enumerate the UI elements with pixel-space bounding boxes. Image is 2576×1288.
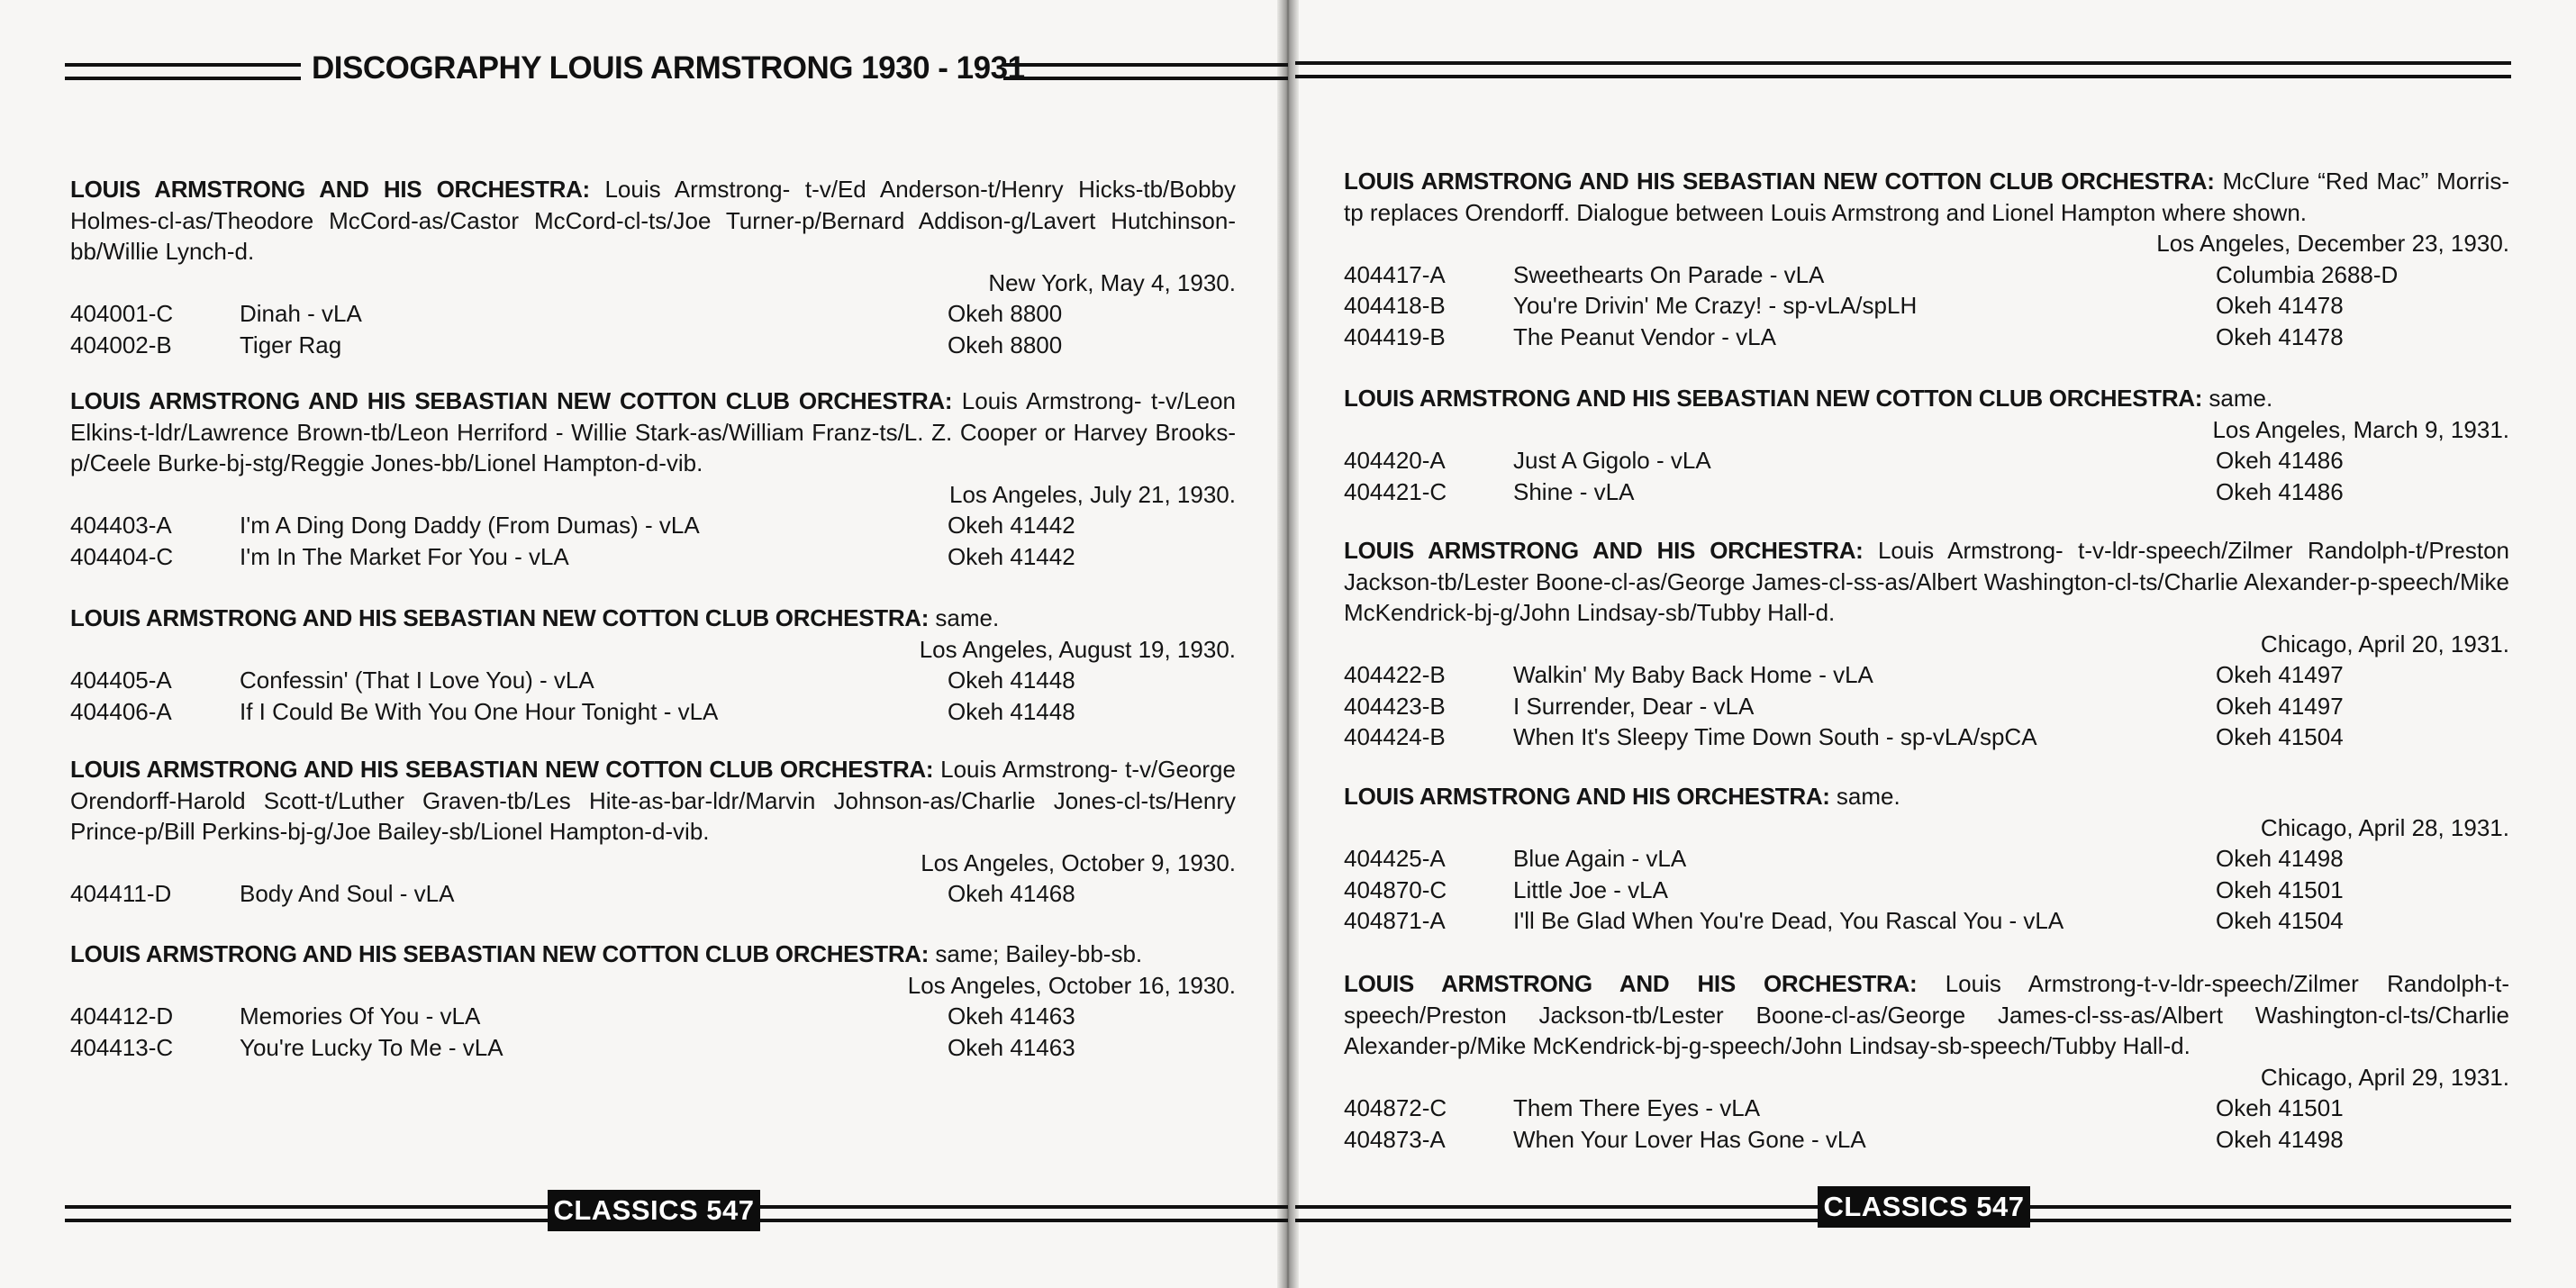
record-label: Okeh 41498 (2216, 1125, 2344, 1153)
track-row (1344, 476, 2509, 508)
matrix-number: 404417-A (1344, 260, 1446, 288)
session-block (1344, 781, 2509, 937)
record-label: Okeh 41501 (2216, 1094, 2344, 1121)
record-label: Okeh 41448 (948, 667, 1075, 694)
track-title: Shine - vLA (1513, 477, 1635, 505)
recording-place-date: New York, May 4, 1930. (988, 268, 1236, 296)
personnel-list: Louis Armstrong- t-v/Ed Anderson-t/Henry Hicks-tb/Bobby Holmes-cl-as/Theodore McCord-as/Castor McCord-cl-ts/Joe Turner-p/Bernard Addison-g/Lavert Hutchinson-bb/Willie Lynch-d. (70, 176, 1236, 265)
matrix-number: 404871-A (1344, 907, 1446, 934)
matrix-number: 404873-A (1344, 1125, 1446, 1153)
band-name: LOUIS ARMSTRONG AND HIS ORCHESTRA: (1344, 970, 1918, 997)
personnel-list: same. (929, 604, 1000, 631)
track-title: Sweethearts On Parade - vLA (1513, 260, 1825, 288)
classics-badge-left: CLASSICS 547 (548, 1190, 760, 1231)
record-label: Okeh 8800 (948, 331, 1063, 358)
matrix-number: 404405-A (70, 667, 172, 694)
recording-place-date: Chicago, April 28, 1931. (2260, 813, 2509, 841)
header-rule-left (65, 63, 301, 80)
matrix-number: 404404-C (70, 542, 174, 570)
track-title: You're Lucky To Me - vLA (240, 1033, 503, 1061)
recording-place-date: Los Angeles, July 21, 1930. (948, 480, 1236, 508)
session-personnel (70, 174, 1236, 268)
session-block (70, 385, 1236, 572)
record-label: Okeh 41448 (948, 697, 1075, 725)
session-block (1344, 968, 2509, 1155)
track-row (70, 510, 1236, 541)
matrix-number: 404413-C (70, 1033, 174, 1061)
matrix-number: 404423-B (1344, 692, 1446, 720)
record-label: Okeh 41463 (948, 1033, 1075, 1061)
track-title: Body And Soul - vLA (240, 880, 455, 907)
track-row (1344, 1093, 2509, 1124)
matrix-number: 404403-A (70, 512, 172, 539)
classics-badge-right: CLASSICS 547 (1818, 1186, 2030, 1228)
band-name: LOUIS ARMSTRONG AND HIS SEBASTIAN NEW COTTON CLUB ORCHESTRA: (70, 756, 934, 783)
track-row (70, 1032, 1236, 1064)
band-name: LOUIS ARMSTRONG AND HIS SEBASTIAN NEW COTTON CLUB ORCHESTRA: (1344, 385, 2203, 412)
personnel-list: same. (2202, 385, 2273, 412)
track-title: Them There Eyes - vLA (1513, 1094, 1761, 1121)
recording-place-date: Los Angeles, December 23, 1930. (2156, 230, 2509, 257)
matrix-number: 404421-C (1344, 477, 1447, 505)
record-label: Okeh 41504 (2216, 907, 2344, 934)
session-personnel (70, 754, 1236, 848)
session-personnel (70, 385, 1236, 479)
matrix-number: 404406-A (70, 697, 172, 725)
record-label: Okeh 41501 (2216, 875, 2344, 903)
header-rule-right (1295, 61, 2511, 78)
session-block (70, 174, 1236, 360)
band-name: LOUIS ARMSTRONG AND HIS SEBASTIAN NEW COTTON CLUB ORCHESTRA: (1344, 168, 2215, 195)
matrix-number: 404002-B (70, 331, 172, 358)
personnel-list: Louis Armstrong-t-v-ldr-speech/Zilmer Randolph-t-speech/Preston Jackson-tb/Lester Boone-cl-as/George James-cl-ss-as/Albert Washington-cl-ts/Charlie Alexander-p/Mike McKendrick-bj-g-speech/John Lindsay-sb-speech/Tubby Hall-d. (1344, 970, 2509, 1059)
track-title: I Surrender, Dear - vLA (1513, 692, 1755, 720)
record-label: Columbia 2688-D (2216, 260, 2399, 288)
record-label: Okeh 41478 (2216, 292, 2344, 319)
matrix-number: 404420-A (1344, 447, 1446, 474)
footer-rule-right-b (2030, 1205, 2511, 1222)
matrix-number: 404418-B (1344, 292, 1446, 319)
session-block (70, 939, 1236, 1063)
footer-rule-right-a (1295, 1205, 1818, 1222)
track-row (1344, 322, 2509, 353)
band-name: LOUIS ARMSTRONG AND HIS ORCHESTRA: (1344, 783, 1830, 810)
track-row (1344, 843, 2509, 875)
personnel-list: Louis Armstrong- t-v-ldr-speech/Zilmer Randolph-t/Preston Jackson-tb/Lester Boone-cl-as/George James-cl-ss-as/Albert Washington-cl-ts/Charlie Alexander-p-speech/Mike McKendrick-bj-g/John Lindsay-sb/Tubby Hall-d. (1344, 537, 2509, 626)
track-title: Blue Again - vLA (1513, 845, 1687, 872)
track-row (1344, 290, 2509, 322)
track-row (70, 696, 1236, 728)
track-title: I'll Be Glad When You're Dead, You Rascal You - vLA (1513, 907, 2064, 934)
recording-place-date: Los Angeles, August 19, 1930. (919, 635, 1236, 663)
track-row (70, 298, 1236, 330)
record-label: Okeh 41486 (2216, 477, 2344, 505)
matrix-number: 404424-B (1344, 723, 1446, 750)
track-row (1344, 691, 2509, 722)
session-block (1344, 166, 2509, 352)
matrix-number: 404001-C (70, 300, 174, 327)
session-personnel (1344, 166, 2509, 228)
matrix-number: 404412-D (70, 1002, 174, 1029)
track-row (1344, 721, 2509, 753)
record-label: Okeh 41468 (948, 880, 1075, 907)
track-row (70, 1001, 1236, 1032)
record-label: Okeh 41442 (948, 512, 1075, 539)
record-label: Okeh 41478 (2216, 322, 2344, 350)
matrix-number: 404872-C (1344, 1094, 1447, 1121)
session-block (70, 754, 1236, 910)
track-row (1344, 259, 2509, 291)
footer-rule-left-b (760, 1205, 1288, 1222)
track-title: When Your Lover Has Gone - vLA (1513, 1125, 1866, 1153)
track-title: Confessin' (That I Love You) - vLA (240, 667, 594, 694)
band-name: LOUIS ARMSTRONG AND HIS ORCHESTRA: (1344, 537, 1864, 564)
record-label: Okeh 41463 (948, 1002, 1075, 1029)
track-title: When It's Sleepy Time Down South - sp-vLA/spCA (1513, 723, 2037, 750)
session-block (1344, 535, 2509, 753)
personnel-list: Louis Armstrong- t-v/George Orendorff-Harold Scott-t/Luther Graven-tb/Les Hite-as-bar-ldr/Marvin Johnson-as/Charlie Jones-cl-ts/Henry Prince-p/Bill Perkins-bj-g/Joe Bailey-sb/Lionel Hampton-d-vib. (70, 756, 1236, 845)
band-name: LOUIS ARMSTRONG AND HIS SEBASTIAN NEW COTTON CLUB ORCHESTRA: (70, 387, 953, 414)
matrix-number: 404425-A (1344, 845, 1446, 872)
session-personnel (1344, 781, 2509, 812)
matrix-number: 404411-D (70, 880, 172, 907)
recording-place-date: Chicago, April 29, 1931. (2260, 1063, 2509, 1091)
track-row (1344, 659, 2509, 691)
track-title: Memories Of You - vLA (240, 1002, 481, 1029)
personnel-list: same. (1829, 783, 1900, 810)
recording-place-date: Chicago, April 20, 1931. (2260, 630, 2509, 658)
session-personnel (70, 939, 1236, 970)
matrix-number: 404422-B (1344, 661, 1446, 688)
track-row (1344, 875, 2509, 906)
session-personnel (1344, 535, 2509, 629)
track-title: Little Joe - vLA (1513, 875, 1668, 903)
footer-rule-left-a (65, 1205, 548, 1222)
record-label: Okeh 41504 (2216, 723, 2344, 750)
band-name: LOUIS ARMSTRONG AND HIS ORCHESTRA: (70, 176, 590, 203)
track-title: You're Drivin' Me Crazy! - sp-vLA/spLH (1513, 292, 1918, 319)
record-label: Okeh 41497 (2216, 692, 2344, 720)
record-label: Okeh 8800 (948, 300, 1063, 327)
personnel-list: same; Bailey-bb-sb. (929, 940, 1143, 967)
session-personnel (1344, 968, 2509, 1062)
record-label: Okeh 41486 (2216, 447, 2344, 474)
matrix-number: 404870-C (1344, 875, 1447, 903)
recording-place-date: Los Angeles, October 16, 1930. (907, 971, 1236, 999)
track-row (1344, 905, 2509, 937)
header-rule-middle (1003, 63, 1288, 80)
book-spine (1277, 0, 1299, 1288)
track-title: I'm A Ding Dong Daddy (From Dumas) - vLA (240, 512, 700, 539)
band-name: LOUIS ARMSTRONG AND HIS SEBASTIAN NEW COTTON CLUB ORCHESTRA: (70, 604, 930, 631)
track-row (70, 541, 1236, 573)
track-row (70, 665, 1236, 696)
track-title: Just A Gigolo - vLA (1513, 447, 1711, 474)
record-label: Okeh 41442 (948, 542, 1075, 570)
track-title: If I Could Be With You One Hour Tonight - vLA (240, 697, 719, 725)
track-title: I'm In The Market For You - vLA (240, 542, 569, 570)
session-personnel (1344, 383, 2509, 414)
track-row (1344, 1124, 2509, 1156)
recording-place-date: Los Angeles, March 9, 1931. (2212, 415, 2509, 443)
track-title: Tiger Rag (240, 331, 342, 358)
session-block (1344, 383, 2509, 507)
track-title: The Peanut Vendor - vLA (1513, 322, 1776, 350)
session-block (70, 603, 1236, 727)
band-name: LOUIS ARMSTRONG AND HIS SEBASTIAN NEW COTTON CLUB ORCHESTRA: (70, 940, 930, 967)
track-title: Dinah - vLA (240, 300, 362, 327)
track-row (70, 878, 1236, 910)
track-row (70, 330, 1236, 361)
matrix-number: 404419-B (1344, 322, 1446, 350)
personnel-list: McClure “Red Mac” Morris-tp replaces Orendorff. Dialogue between Louis Armstrong and Lionel Hampton where shown. (1344, 168, 2509, 226)
page-title: DISCOGRAPHY LOUIS ARMSTRONG 1930 - 1931 (312, 50, 1025, 86)
record-label: Okeh 41498 (2216, 845, 2344, 872)
track-row (1344, 445, 2509, 476)
track-title: Walkin' My Baby Back Home - vLA (1513, 661, 1873, 688)
session-personnel (70, 603, 1236, 634)
personnel-list: Louis Armstrong- t-v/Leon Elkins-t-ldr/Lawrence Brown-tb/Leon Herriford - Willie Stark-as/William Franz-ts/L. Z. Cooper or Harvey Brooks-p/Ceele Burke-bj-stg/Reggie Jones-bb/Lionel Hampton-d-vib. (70, 387, 1236, 476)
record-label: Okeh 41497 (2216, 661, 2344, 688)
recording-place-date: Los Angeles, October 9, 1930. (921, 848, 1236, 876)
